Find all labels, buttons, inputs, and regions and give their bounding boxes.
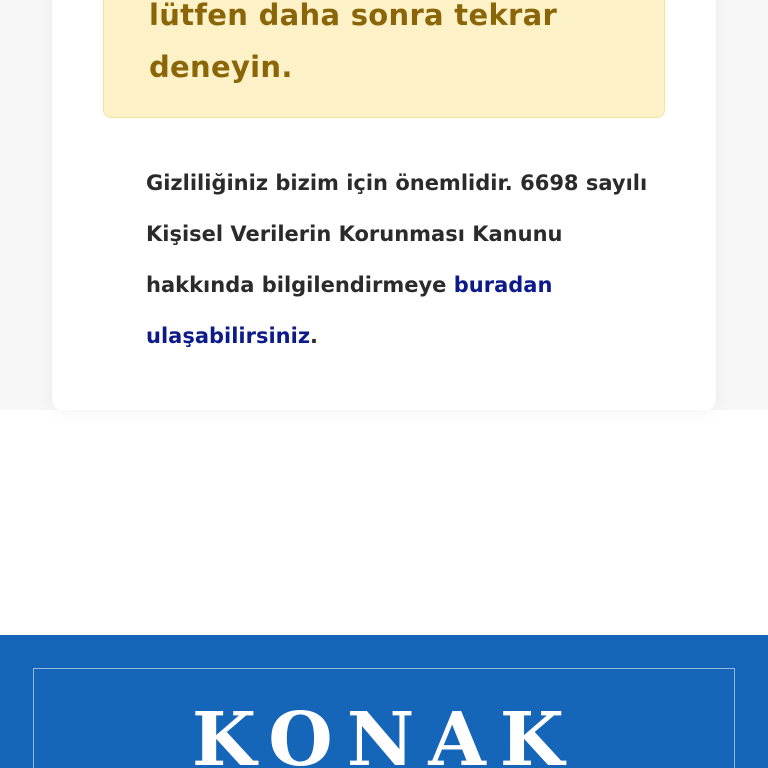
alert-message [149, 0, 649, 93]
alert-message-line-1: lütfen daha sonra tekrar [149, 0, 558, 32]
alert-message-line-2: deneyin. [149, 50, 293, 84]
privacy-notice-text: Gizliliğiniz bizim için önemlidir. 6698 sayılı Kişisel Verilerin Korunması Kanunu hakkında bilgilendirmeye [146, 171, 648, 297]
konak-logo[interactable]: KONAK [191, 697, 579, 768]
privacy-notice [146, 158, 666, 362]
privacy-policy-link[interactable]: buradan ulaşabilirsiniz [146, 273, 553, 348]
logo-frame [33, 668, 735, 768]
privacy-notice-period: . [310, 324, 319, 348]
footer-banner [0, 635, 768, 768]
warning-alert [103, 0, 665, 118]
